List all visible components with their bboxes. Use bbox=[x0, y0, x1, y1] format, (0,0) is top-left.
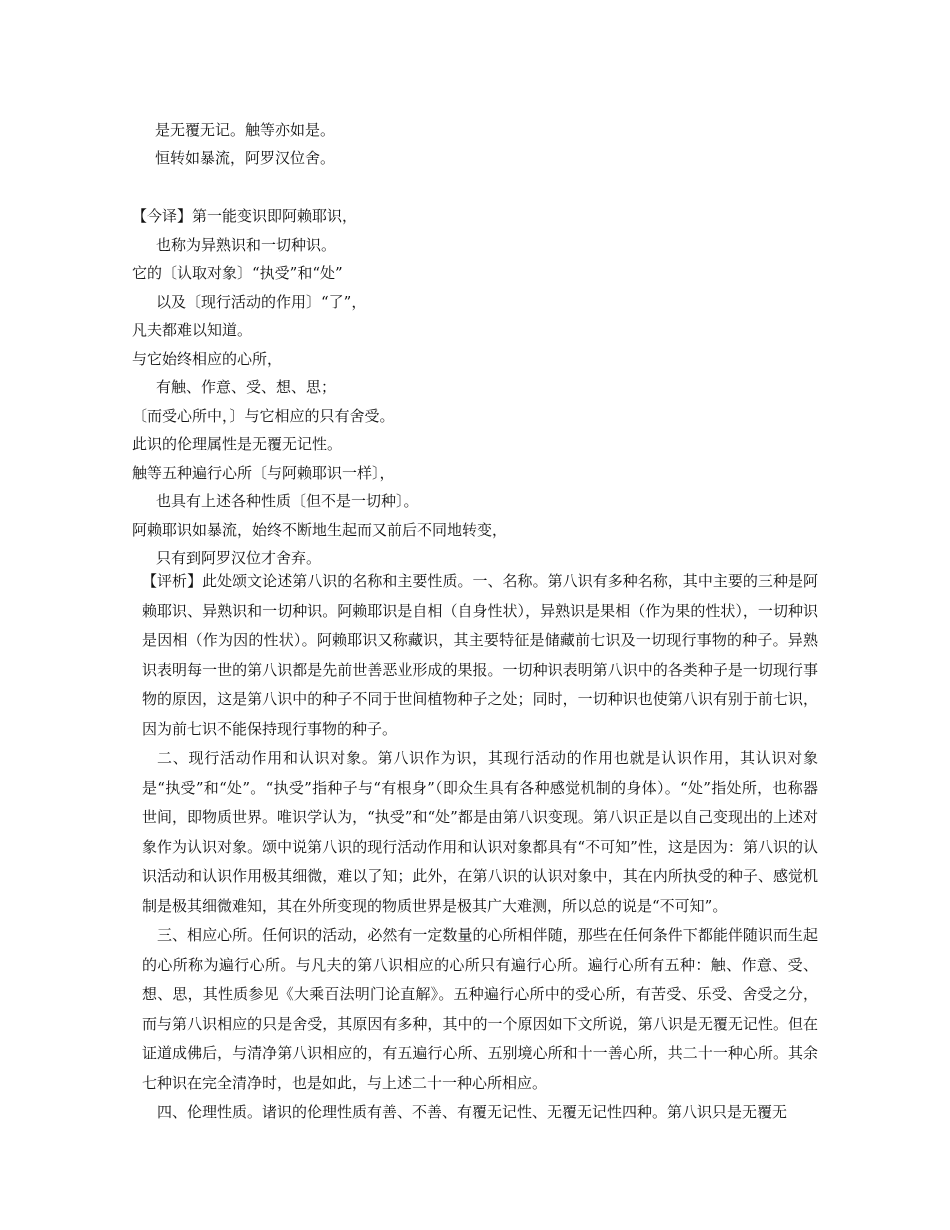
verse-line-2: 恒转如暴流，阿罗汉位舍。 bbox=[155, 149, 336, 167]
translation-line: 有触、作意、受、想、思； bbox=[156, 378, 337, 396]
translation-line: 此识的伦理属性是无覆无记性。 bbox=[132, 435, 343, 453]
translation-block bbox=[132, 202, 507, 573]
analysis-paragraph-objects: 二、现行活动作用和认识对象。第八识作为识，其现行活动的作用也就是认识作用，其认识对象是“执受”和“处”。“执受”指种子与“有根身”（即众生具有各种感觉机制的身体）。“处”指处所，也称器世间，即物质世界。唯识学认为，“执受”和“处”都是由第八识变现。第八识正是以自己变现出的上述对象作为认识对象。颂中说第八识的现行活动作用和认识对象都具有“不可知”性，这是因为：第八识的认识活动和认识作用极其细微，难以了知；此外，在第八识的认识对象中，其在内所执受的种子、感觉机制是极其细微难知，其在外所变现的物质世界是极其广大难测，所以总的说是“不可知”。 bbox=[142, 749, 818, 915]
translation-line: 凡夫都难以知道。 bbox=[132, 321, 253, 339]
analysis-paragraph-ethics: 四、伦理性质。诸识的伦理性质有善、不善、有覆无记性、无覆无记性四种。第八识只是无覆无 bbox=[157, 1103, 788, 1121]
analysis-block bbox=[142, 567, 818, 1128]
translation-line: 只有到阿罗汉位才舍弃。 bbox=[156, 549, 322, 567]
translation-heading-line: 【今译】第一能变识即阿赖耶识， bbox=[132, 207, 358, 225]
translation-line: 阿赖耶识如暴流，始终不断地生起而又前后不同地转变， bbox=[132, 520, 508, 539]
translation-line: 也称为异熟识和一切种识。 bbox=[156, 235, 337, 254]
translation-line: 与它始终相应的心所， bbox=[132, 349, 283, 368]
translation-line: 也具有上述各种性质〔但不是一切种〕。 bbox=[156, 492, 419, 510]
translation-line: 〔而受心所中，〕与它相应的只有舍受。 bbox=[132, 406, 395, 425]
translation-line: 触等五种遍行心所〔与阿赖耶识一样〕， bbox=[132, 463, 395, 482]
translation-line: 以及〔现行活动的作用〕“了”， bbox=[156, 292, 367, 311]
translation-line: 它的〔认取对象〕“执受”和“处” bbox=[132, 264, 343, 282]
verse-line-1: 是无覆无记。触等亦如是。 bbox=[155, 121, 336, 139]
analysis-paragraph-mental-factors: 三、相应心所。任何识的活动，必然有一定数量的心所相伴随，那些在任何条件下都能伴随识而生起的心所称为遍行心所。与凡夫的第八识相应的心所只有遍行心所。遍行心所有五种：触、作意、受、想、思，其性质参见《大乘百法明门论直解》。五种遍行心所中的受心所，有苦受、乐受、舍受之分，而与第八识相应的只是舍受，其原因有多种，其中的一个原因如下文所说，第八识是无覆无记性。但在证道成佛后，与清净第八识相应的，有五遍行心所、五别境心所和十一善心所，共二十一种心所。其余七种识在完全清净时，也是如此，与上述二十一种心所相应。 bbox=[142, 926, 818, 1092]
analysis-paragraph-names: 【评析】此处颂文论述第八识的名称和主要性质。一、名称。第八识有多种名称，其中主要的三种是阿赖耶识、异熟识和一切种识。阿赖耶识是自相（自身性状），异熟识是果相（作为果的性状），一切种识是因相（作为因的性状）。阿赖耶识又称藏识，其主要特征是储藏前七识及一切现行事物的种子。异熟识表明每一世的第八识都是先前世善恶业形成的果报。一切种识表明第八识中的各类种子是一切现行事物的原因，这是第八识中的种子不同于世间植物种子之处；同时，一切种识也使第八识有别于前七识，因为前七识不能保持现行事物的种子。 bbox=[142, 572, 818, 738]
